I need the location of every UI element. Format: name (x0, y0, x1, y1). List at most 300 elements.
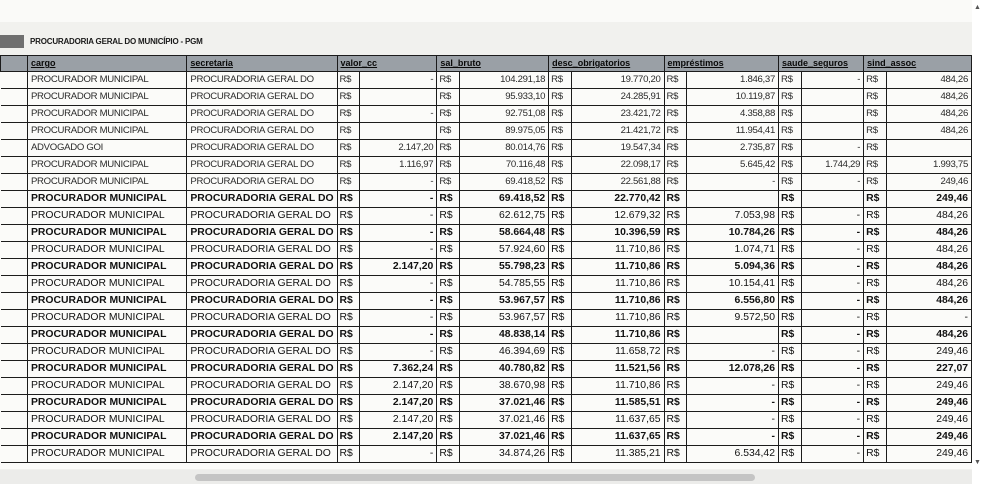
cell-cargo[interactable]: PROCURADOR MUNICIPAL (27, 361, 186, 378)
currency-symbol[interactable]: R$ (337, 191, 359, 208)
currency-symbol[interactable]: R$ (779, 140, 802, 157)
column-header-sal-bruto[interactable]: sal_bruto (437, 56, 549, 72)
currency-symbol[interactable]: R$ (337, 208, 359, 225)
cell-sind-assoc[interactable]: 249,46 (886, 446, 971, 463)
cell-sal-bruto[interactable]: 69.418,52 (459, 191, 548, 208)
cell-sind-assoc[interactable]: 249,46 (886, 378, 971, 395)
cell-cargo[interactable]: PROCURADOR MUNICIPAL (27, 293, 186, 310)
cell-cargo[interactable]: PROCURADOR MUNICIPAL (27, 327, 186, 344)
currency-symbol[interactable]: R$ (779, 106, 802, 123)
currency-symbol[interactable]: R$ (864, 140, 886, 157)
cell-secretaria[interactable]: PROCURADORIA GERAL DO (187, 89, 337, 106)
cell-cargo[interactable]: PROCURADOR MUNICIPAL (27, 191, 186, 208)
currency-symbol[interactable]: R$ (337, 412, 359, 429)
cell-emprestimos[interactable]: - (686, 412, 778, 429)
cell-sind-assoc[interactable]: 484,26 (886, 72, 971, 89)
column-header-desc-obrigatorios[interactable]: desc_obrigatorios (549, 56, 664, 72)
cell-desc-obrigatorios[interactable]: 24.285,91 (571, 89, 664, 106)
currency-symbol[interactable]: R$ (779, 208, 802, 225)
currency-symbol[interactable]: R$ (337, 140, 359, 157)
cell-sal-bruto[interactable]: 104.291,18 (459, 72, 548, 89)
cell-cargo[interactable]: PROCURADOR MUNICIPAL (27, 208, 186, 225)
currency-symbol[interactable]: R$ (337, 106, 359, 123)
cell-sal-bruto[interactable]: 40.780,82 (459, 361, 548, 378)
currency-symbol[interactable]: R$ (664, 259, 686, 276)
currency-symbol[interactable]: R$ (779, 344, 802, 361)
currency-symbol[interactable]: R$ (337, 446, 359, 463)
cell-saude-seguros[interactable]: - (801, 293, 863, 310)
cell-desc-obrigatorios[interactable]: 11.710,86 (571, 259, 664, 276)
cell-emprestimos[interactable]: 6.534,42 (686, 446, 778, 463)
currency-symbol[interactable]: R$ (864, 242, 886, 259)
currency-symbol[interactable]: R$ (664, 89, 686, 106)
cell-secretaria[interactable]: PROCURADORIA GERAL DO (187, 310, 337, 327)
cell-saude-seguros[interactable] (801, 123, 863, 140)
cell-valor-cc[interactable]: 1.116,97 (359, 157, 436, 174)
cell-cargo[interactable]: PROCURADOR MUNICIPAL (27, 310, 186, 327)
cell-sal-bruto[interactable]: 58.664,48 (459, 225, 548, 242)
cell-valor-cc[interactable]: - (359, 327, 436, 344)
cell-emprestimos[interactable]: 7.053,98 (686, 208, 778, 225)
currency-symbol[interactable]: R$ (779, 378, 802, 395)
cell-sal-bruto[interactable]: 37.021,46 (459, 395, 548, 412)
cell-sal-bruto[interactable]: 57.924,60 (459, 242, 548, 259)
currency-symbol[interactable]: R$ (337, 157, 359, 174)
cell-saude-seguros[interactable]: - (801, 208, 863, 225)
currency-symbol[interactable]: R$ (779, 310, 802, 327)
cell-emprestimos[interactable]: 10.784,26 (686, 225, 778, 242)
cell-saude-seguros[interactable] (801, 106, 863, 123)
currency-symbol[interactable]: R$ (437, 72, 459, 89)
cell-valor-cc[interactable]: - (359, 208, 436, 225)
currency-symbol[interactable]: R$ (779, 89, 802, 106)
currency-symbol[interactable]: R$ (549, 412, 572, 429)
currency-symbol[interactable]: R$ (549, 378, 572, 395)
cell-sind-assoc[interactable]: 249,46 (886, 412, 971, 429)
cell-sind-assoc[interactable]: 484,26 (886, 106, 971, 123)
cell-sind-assoc[interactable]: 484,26 (886, 293, 971, 310)
currency-symbol[interactable]: R$ (779, 429, 802, 446)
cell-secretaria[interactable]: PROCURADORIA GERAL DO (187, 225, 337, 242)
cell-cargo[interactable]: PROCURADOR MUNICIPAL (27, 225, 186, 242)
currency-symbol[interactable]: R$ (779, 361, 802, 378)
cell-emprestimos[interactable]: - (686, 395, 778, 412)
cell-secretaria[interactable]: PROCURADORIA GERAL DO (187, 106, 337, 123)
currency-symbol[interactable]: R$ (549, 123, 572, 140)
cell-desc-obrigatorios[interactable]: 22.561,88 (571, 174, 664, 191)
vertical-scrollbar[interactable] (972, 0, 984, 484)
cell-saude-seguros[interactable]: - (801, 395, 863, 412)
scroll-down-arrow-icon[interactable]: ▼ (974, 459, 981, 466)
cell-valor-cc[interactable]: - (359, 106, 436, 123)
currency-symbol[interactable]: R$ (864, 429, 886, 446)
currency-symbol[interactable]: R$ (864, 225, 886, 242)
cell-emprestimos[interactable] (686, 191, 778, 208)
cell-cargo[interactable]: PROCURADOR MUNICIPAL (27, 242, 186, 259)
cell-cargo[interactable]: PROCURADOR MUNICIPAL (27, 259, 186, 276)
cell-valor-cc[interactable]: - (359, 310, 436, 327)
currency-symbol[interactable]: R$ (337, 89, 359, 106)
cell-desc-obrigatorios[interactable]: 12.679,32 (571, 208, 664, 225)
cell-cargo[interactable]: PROCURADOR MUNICIPAL (27, 429, 186, 446)
cell-secretaria[interactable]: PROCURADORIA GERAL DO (187, 412, 337, 429)
currency-symbol[interactable]: R$ (437, 446, 459, 463)
cell-desc-obrigatorios[interactable]: 11.710,86 (571, 276, 664, 293)
currency-symbol[interactable]: R$ (779, 225, 802, 242)
cell-saude-seguros[interactable]: - (801, 429, 863, 446)
currency-symbol[interactable]: R$ (549, 208, 572, 225)
currency-symbol[interactable]: R$ (549, 293, 572, 310)
cell-secretaria[interactable]: PROCURADORIA GERAL DO (187, 191, 337, 208)
cell-emprestimos[interactable]: 1.074,71 (686, 242, 778, 259)
cell-valor-cc[interactable]: - (359, 191, 436, 208)
cell-sal-bruto[interactable]: 53.967,57 (459, 293, 548, 310)
currency-symbol[interactable]: R$ (779, 276, 802, 293)
currency-symbol[interactable]: R$ (337, 123, 359, 140)
cell-saude-seguros[interactable]: - (801, 446, 863, 463)
cell-cargo[interactable]: PROCURADOR MUNICIPAL (27, 276, 186, 293)
cell-desc-obrigatorios[interactable]: 21.421,72 (571, 123, 664, 140)
currency-symbol[interactable]: R$ (664, 106, 686, 123)
cell-emprestimos[interactable]: 5.094,36 (686, 259, 778, 276)
cell-desc-obrigatorios[interactable]: 11.385,21 (571, 446, 664, 463)
currency-symbol[interactable]: R$ (549, 429, 572, 446)
cell-desc-obrigatorios[interactable]: 23.421,72 (571, 106, 664, 123)
currency-symbol[interactable]: R$ (549, 242, 572, 259)
currency-symbol[interactable]: R$ (437, 191, 459, 208)
currency-symbol[interactable]: R$ (864, 276, 886, 293)
cell-saude-seguros[interactable]: - (801, 276, 863, 293)
currency-symbol[interactable]: R$ (549, 89, 572, 106)
currency-symbol[interactable]: R$ (549, 174, 572, 191)
currency-symbol[interactable]: R$ (664, 361, 686, 378)
cell-saude-seguros[interactable]: - (801, 242, 863, 259)
cell-sind-assoc[interactable]: 249,46 (886, 191, 971, 208)
cell-valor-cc[interactable]: - (359, 242, 436, 259)
currency-symbol[interactable]: R$ (864, 72, 886, 89)
horizontal-scroll-thumb[interactable] (195, 474, 755, 481)
cell-sal-bruto[interactable]: 92.751,08 (459, 106, 548, 123)
currency-symbol[interactable]: R$ (549, 191, 572, 208)
currency-symbol[interactable]: R$ (549, 446, 572, 463)
cell-emprestimos[interactable]: 12.078,26 (686, 361, 778, 378)
cell-emprestimos[interactable]: - (686, 429, 778, 446)
cell-sind-assoc[interactable]: 484,26 (886, 225, 971, 242)
currency-symbol[interactable]: R$ (337, 378, 359, 395)
currency-symbol[interactable]: R$ (864, 191, 886, 208)
cell-saude-seguros[interactable]: - (801, 327, 863, 344)
cell-sal-bruto[interactable]: 70.116,48 (459, 157, 548, 174)
cell-sal-bruto[interactable]: 89.975,05 (459, 123, 548, 140)
cell-sal-bruto[interactable]: 80.014,76 (459, 140, 548, 157)
cell-sind-assoc[interactable]: - (886, 310, 971, 327)
cell-desc-obrigatorios[interactable]: 19.547,34 (571, 140, 664, 157)
cell-secretaria[interactable]: PROCURADORIA GERAL DO (187, 293, 337, 310)
currency-symbol[interactable]: R$ (864, 344, 886, 361)
cell-saude-seguros[interactable] (801, 89, 863, 106)
currency-symbol[interactable]: R$ (779, 191, 802, 208)
cell-desc-obrigatorios[interactable]: 11.710,86 (571, 378, 664, 395)
column-header-emprestimos[interactable]: empréstimos (664, 56, 778, 72)
cell-emprestimos[interactable]: 9.572,50 (686, 310, 778, 327)
cell-desc-obrigatorios[interactable]: 11.710,86 (571, 293, 664, 310)
currency-symbol[interactable]: R$ (779, 174, 802, 191)
currency-symbol[interactable]: R$ (664, 429, 686, 446)
scroll-up-arrow-icon[interactable]: ▲ (974, 4, 981, 11)
currency-symbol[interactable]: R$ (664, 276, 686, 293)
currency-symbol[interactable]: R$ (664, 327, 686, 344)
currency-symbol[interactable]: R$ (664, 242, 686, 259)
cell-secretaria[interactable]: PROCURADORIA GERAL DO (187, 140, 337, 157)
cell-sind-assoc[interactable]: 484,26 (886, 208, 971, 225)
cell-cargo[interactable]: PROCURADOR MUNICIPAL (27, 344, 186, 361)
currency-symbol[interactable]: R$ (864, 174, 886, 191)
cell-valor-cc[interactable]: 2.147,20 (359, 429, 436, 446)
cell-saude-seguros[interactable]: - (801, 225, 863, 242)
currency-symbol[interactable]: R$ (337, 395, 359, 412)
currency-symbol[interactable]: R$ (337, 72, 359, 89)
cell-saude-seguros[interactable] (801, 191, 863, 208)
cell-desc-obrigatorios[interactable]: 10.396,59 (571, 225, 664, 242)
cell-sal-bruto[interactable]: 53.967,57 (459, 310, 548, 327)
cell-cargo[interactable]: PROCURADOR MUNICIPAL (27, 174, 186, 191)
cell-emprestimos[interactable] (686, 327, 778, 344)
cell-sal-bruto[interactable]: 38.670,98 (459, 378, 548, 395)
currency-symbol[interactable]: R$ (437, 429, 459, 446)
currency-symbol[interactable]: R$ (864, 412, 886, 429)
cell-emprestimos[interactable]: 10.154,41 (686, 276, 778, 293)
cell-secretaria[interactable]: PROCURADORIA GERAL DO (187, 276, 337, 293)
cell-emprestimos[interactable]: 4.358,88 (686, 106, 778, 123)
currency-symbol[interactable]: R$ (337, 225, 359, 242)
currency-symbol[interactable]: R$ (779, 293, 802, 310)
cell-cargo[interactable]: PROCURADOR MUNICIPAL (27, 395, 186, 412)
currency-symbol[interactable]: R$ (779, 157, 802, 174)
cell-desc-obrigatorios[interactable]: 11.521,56 (571, 361, 664, 378)
currency-symbol[interactable]: R$ (437, 225, 459, 242)
cell-sal-bruto[interactable]: 95.933,10 (459, 89, 548, 106)
currency-symbol[interactable]: R$ (664, 72, 686, 89)
currency-symbol[interactable]: R$ (437, 327, 459, 344)
currency-symbol[interactable]: R$ (779, 72, 802, 89)
currency-symbol[interactable]: R$ (779, 395, 802, 412)
currency-symbol[interactable]: R$ (337, 174, 359, 191)
cell-secretaria[interactable]: PROCURADORIA GERAL DO (187, 327, 337, 344)
currency-symbol[interactable]: R$ (864, 208, 886, 225)
cell-sal-bruto[interactable]: 37.021,46 (459, 412, 548, 429)
currency-symbol[interactable]: R$ (437, 208, 459, 225)
cell-sind-assoc[interactable]: 249,46 (886, 429, 971, 446)
currency-symbol[interactable]: R$ (437, 395, 459, 412)
currency-symbol[interactable]: R$ (664, 208, 686, 225)
cell-sal-bruto[interactable]: 46.394,69 (459, 344, 548, 361)
cell-desc-obrigatorios[interactable]: 22.770,42 (571, 191, 664, 208)
cell-secretaria[interactable]: PROCURADORIA GERAL DO (187, 395, 337, 412)
currency-symbol[interactable]: R$ (549, 140, 572, 157)
currency-symbol[interactable]: R$ (337, 259, 359, 276)
currency-symbol[interactable]: R$ (437, 89, 459, 106)
horizontal-scrollbar[interactable] (0, 470, 972, 484)
currency-symbol[interactable]: R$ (664, 310, 686, 327)
currency-symbol[interactable]: R$ (549, 106, 572, 123)
cell-valor-cc[interactable]: 2.147,20 (359, 259, 436, 276)
cell-secretaria[interactable]: PROCURADORIA GERAL DO (187, 157, 337, 174)
cell-saude-seguros[interactable]: - (801, 72, 863, 89)
currency-symbol[interactable]: R$ (864, 89, 886, 106)
currency-symbol[interactable]: R$ (864, 361, 886, 378)
cell-desc-obrigatorios[interactable]: 11.585,51 (571, 395, 664, 412)
cell-emprestimos[interactable]: 1.846,37 (686, 72, 778, 89)
cell-valor-cc[interactable]: 7.362,24 (359, 361, 436, 378)
currency-symbol[interactable]: R$ (864, 310, 886, 327)
cell-saude-seguros[interactable]: - (801, 174, 863, 191)
spreadsheet[interactable] (0, 55, 972, 469)
currency-symbol[interactable]: R$ (779, 327, 802, 344)
currency-symbol[interactable]: R$ (664, 378, 686, 395)
cell-valor-cc[interactable]: - (359, 446, 436, 463)
currency-symbol[interactable]: R$ (779, 242, 802, 259)
currency-symbol[interactable]: R$ (779, 259, 802, 276)
cell-sind-assoc[interactable]: 484,26 (886, 123, 971, 140)
currency-symbol[interactable]: R$ (437, 412, 459, 429)
cell-saude-seguros[interactable]: - (801, 344, 863, 361)
currency-symbol[interactable]: R$ (664, 293, 686, 310)
currency-symbol[interactable]: R$ (664, 395, 686, 412)
cell-secretaria[interactable]: PROCURADORIA GERAL DO (187, 242, 337, 259)
column-header-cargo[interactable]: cargo (27, 56, 186, 72)
currency-symbol[interactable]: R$ (437, 293, 459, 310)
currency-symbol[interactable]: R$ (664, 446, 686, 463)
currency-symbol[interactable]: R$ (549, 327, 572, 344)
currency-symbol[interactable]: R$ (864, 259, 886, 276)
currency-symbol[interactable]: R$ (549, 310, 572, 327)
currency-symbol[interactable]: R$ (549, 259, 572, 276)
cell-desc-obrigatorios[interactable]: 11.658,72 (571, 344, 664, 361)
cell-emprestimos[interactable]: - (686, 378, 778, 395)
currency-symbol[interactable]: R$ (864, 395, 886, 412)
cell-valor-cc[interactable] (359, 123, 436, 140)
cell-saude-seguros[interactable]: - (801, 361, 863, 378)
cell-sind-assoc[interactable]: 484,26 (886, 89, 971, 106)
cell-sal-bruto[interactable]: 54.785,55 (459, 276, 548, 293)
currency-symbol[interactable]: R$ (864, 106, 886, 123)
cell-saude-seguros[interactable]: - (801, 412, 863, 429)
cell-valor-cc[interactable]: - (359, 276, 436, 293)
cell-secretaria[interactable]: PROCURADORIA GERAL DO (187, 446, 337, 463)
currency-symbol[interactable]: R$ (549, 344, 572, 361)
cell-emprestimos[interactable]: 11.954,41 (686, 123, 778, 140)
cell-secretaria[interactable]: PROCURADORIA GERAL DO (187, 72, 337, 89)
currency-symbol[interactable]: R$ (864, 446, 886, 463)
currency-symbol[interactable]: R$ (337, 327, 359, 344)
currency-symbol[interactable]: R$ (664, 344, 686, 361)
cell-valor-cc[interactable]: - (359, 344, 436, 361)
cell-saude-seguros[interactable]: - (801, 378, 863, 395)
column-header-saude-seguros[interactable]: saude_seguros (779, 56, 864, 72)
currency-symbol[interactable]: R$ (549, 361, 572, 378)
cell-cargo[interactable]: PROCURADOR MUNICIPAL (27, 378, 186, 395)
cell-cargo[interactable]: ADVOGADO GOI (27, 140, 186, 157)
cell-emprestimos[interactable]: 5.645,42 (686, 157, 778, 174)
cell-desc-obrigatorios[interactable]: 11.637,65 (571, 412, 664, 429)
cell-cargo[interactable]: PROCURADOR MUNICIPAL (27, 106, 186, 123)
cell-emprestimos[interactable]: - (686, 344, 778, 361)
cell-cargo[interactable]: PROCURADOR MUNICIPAL (27, 72, 186, 89)
currency-symbol[interactable]: R$ (664, 412, 686, 429)
currency-symbol[interactable]: R$ (337, 310, 359, 327)
cell-sal-bruto[interactable]: 69.418,52 (459, 174, 548, 191)
cell-sind-assoc[interactable]: 249,46 (886, 344, 971, 361)
currency-symbol[interactable]: R$ (549, 276, 572, 293)
cell-sal-bruto[interactable]: 55.798,23 (459, 259, 548, 276)
currency-symbol[interactable]: R$ (664, 191, 686, 208)
cell-sal-bruto[interactable]: 62.612,75 (459, 208, 548, 225)
currency-symbol[interactable]: R$ (437, 106, 459, 123)
currency-symbol[interactable]: R$ (437, 361, 459, 378)
cell-secretaria[interactable]: PROCURADORIA GERAL DO (187, 208, 337, 225)
currency-symbol[interactable]: R$ (437, 174, 459, 191)
cell-sind-assoc[interactable]: 484,26 (886, 276, 971, 293)
cell-sind-assoc[interactable]: 249,46 (886, 395, 971, 412)
currency-symbol[interactable]: R$ (337, 344, 359, 361)
currency-symbol[interactable]: R$ (437, 123, 459, 140)
cell-secretaria[interactable]: PROCURADORIA GERAL DO (187, 174, 337, 191)
cell-desc-obrigatorios[interactable]: 11.637,65 (571, 429, 664, 446)
cell-sind-assoc[interactable]: 484,26 (886, 327, 971, 344)
column-header-valor-cc[interactable]: valor_cc (337, 56, 437, 72)
currency-symbol[interactable]: R$ (779, 412, 802, 429)
cell-secretaria[interactable]: PROCURADORIA GERAL DO (187, 123, 337, 140)
currency-symbol[interactable]: R$ (549, 225, 572, 242)
cell-secretaria[interactable]: PROCURADORIA GERAL DO (187, 378, 337, 395)
cell-valor-cc[interactable]: - (359, 225, 436, 242)
currency-symbol[interactable]: R$ (437, 259, 459, 276)
cell-valor-cc[interactable]: 2.147,20 (359, 140, 436, 157)
cell-valor-cc[interactable]: 2.147,20 (359, 378, 436, 395)
cell-cargo[interactable]: PROCURADOR MUNICIPAL (27, 412, 186, 429)
cell-sind-assoc[interactable]: 227,07 (886, 361, 971, 378)
currency-symbol[interactable]: R$ (337, 429, 359, 446)
cell-desc-obrigatorios[interactable]: 11.710,86 (571, 310, 664, 327)
cell-saude-seguros[interactable]: - (801, 310, 863, 327)
currency-symbol[interactable]: R$ (437, 140, 459, 157)
column-header-sind-assoc[interactable]: sind_assoc (864, 56, 972, 72)
cell-emprestimos[interactable]: - (686, 174, 778, 191)
currency-symbol[interactable]: R$ (437, 344, 459, 361)
currency-symbol[interactable]: R$ (549, 157, 572, 174)
currency-symbol[interactable]: R$ (864, 327, 886, 344)
cell-secretaria[interactable]: PROCURADORIA GERAL DO (187, 259, 337, 276)
cell-secretaria[interactable]: PROCURADORIA GERAL DO (187, 344, 337, 361)
cell-desc-obrigatorios[interactable]: 11.710,86 (571, 242, 664, 259)
currency-symbol[interactable]: R$ (337, 293, 359, 310)
cell-sind-assoc[interactable]: 484,26 (886, 259, 971, 276)
cell-cargo[interactable]: PROCURADOR MUNICIPAL (27, 157, 186, 174)
currency-symbol[interactable]: R$ (864, 293, 886, 310)
cell-saude-seguros[interactable]: - (801, 259, 863, 276)
currency-symbol[interactable]: R$ (664, 123, 686, 140)
cell-desc-obrigatorios[interactable]: 19.770,20 (571, 72, 664, 89)
cell-cargo[interactable]: PROCURADOR MUNICIPAL (27, 89, 186, 106)
currency-symbol[interactable]: R$ (779, 123, 802, 140)
currency-symbol[interactable]: R$ (337, 276, 359, 293)
cell-sind-assoc[interactable] (886, 140, 971, 157)
cell-sal-bruto[interactable]: 37.021,46 (459, 429, 548, 446)
cell-emprestimos[interactable]: 10.119,87 (686, 89, 778, 106)
cell-valor-cc[interactable] (359, 89, 436, 106)
currency-symbol[interactable]: R$ (437, 157, 459, 174)
currency-symbol[interactable]: R$ (437, 378, 459, 395)
